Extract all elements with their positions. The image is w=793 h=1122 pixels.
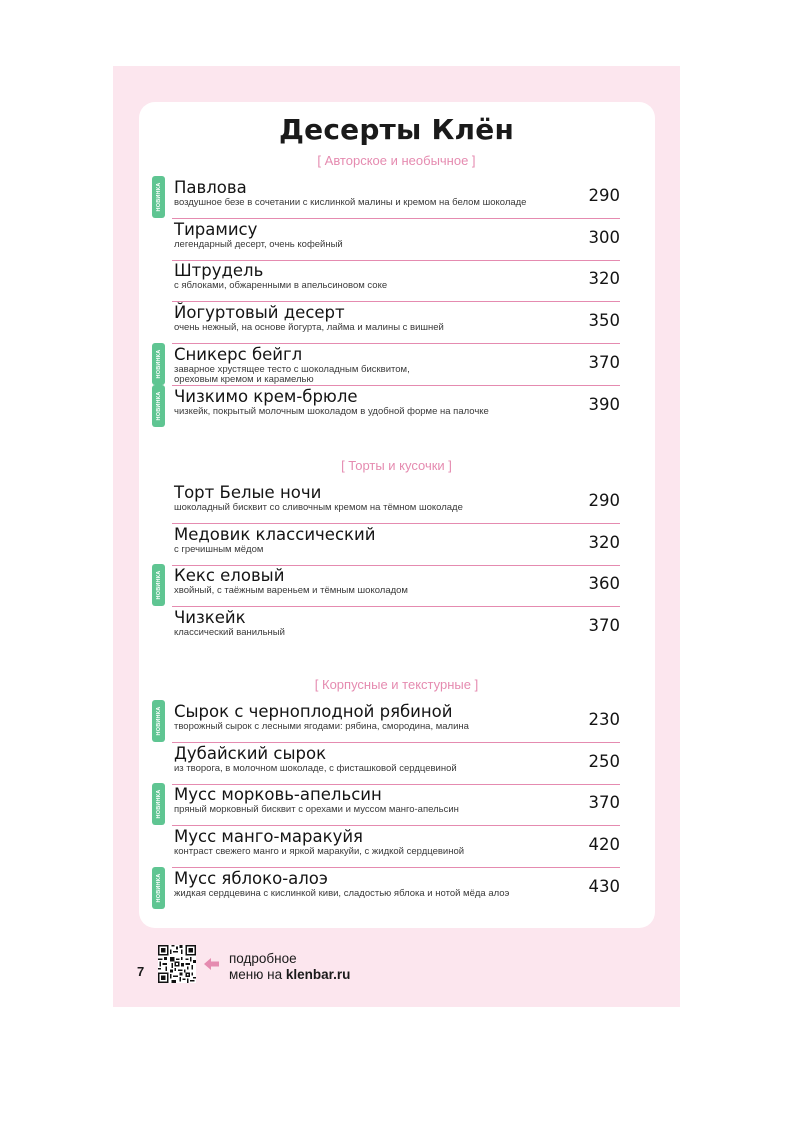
item-price: 230 xyxy=(588,710,620,729)
item-description: пряный морковный бисквит с орехами и муссом манго-апельсин xyxy=(174,804,459,816)
item-description: классический ванильный xyxy=(174,627,285,639)
item-price: 370 xyxy=(588,352,620,372)
item-name: Медовик классический xyxy=(174,524,376,544)
footer-line1: подробное xyxy=(229,951,297,966)
new-badge xyxy=(152,783,165,825)
item-description: из творога, в молочном шоколаде, с фисташковой сердцевиной xyxy=(174,762,457,774)
qr-code-icon[interactable] xyxy=(158,945,196,983)
item-name: Мусс манго-маракуйя xyxy=(174,827,363,847)
page-title: Десерты Клён xyxy=(279,113,514,146)
item-name: Мусс яблоко-алоэ xyxy=(174,868,328,888)
item-description: контраст свежего манго и яркой маракуйи, с жидкой сердцевиной xyxy=(174,846,465,858)
item-name: Йогуртовый десерт xyxy=(174,303,345,323)
item-description: с гречишным мёдом xyxy=(174,543,264,555)
new-badge-label: НОВИНКА xyxy=(155,706,162,736)
item-price: 290 xyxy=(588,186,620,205)
menu-item xyxy=(172,564,620,607)
footer-line2-prefix: меню на xyxy=(229,967,286,982)
menu-item xyxy=(172,606,620,648)
item-name: Сырок с черноплодной рябиной xyxy=(174,702,453,721)
item-description: жидкая сердцевина с кислинкой киви, сладостью яблока и нотой мёда алоэ xyxy=(174,887,510,899)
item-description: воздушное безе в сочетании с кислинкой малины и кремом на белом шоколаде xyxy=(174,197,527,208)
new-badge-label: НОВИНКА xyxy=(155,349,162,379)
item-name: Тирамису xyxy=(174,219,258,239)
item-price: 350 xyxy=(588,311,620,331)
item-name: Штрудель xyxy=(174,261,264,281)
item-price: 390 xyxy=(588,394,620,414)
menu-item xyxy=(172,176,620,219)
section-title: [ Торты и кусочки ] xyxy=(341,458,452,473)
menu-item xyxy=(172,385,620,427)
item-price: 370 xyxy=(588,793,620,813)
item-price: 370 xyxy=(588,616,620,636)
menu-item xyxy=(172,218,620,261)
item-description: легендарный десерт, очень кофейный xyxy=(174,238,343,250)
item-name: Сникерс бейгл xyxy=(174,344,303,364)
website-link[interactable]: klenbar.ru xyxy=(285,967,351,982)
item-price: 430 xyxy=(588,876,620,896)
new-badge xyxy=(152,176,165,218)
item-price: 320 xyxy=(588,532,620,552)
item-price: 360 xyxy=(588,574,620,594)
new-badge-label: НОВИНКА xyxy=(155,391,162,420)
section-title: [ Корпусные и текстурные ] xyxy=(314,677,479,692)
menu-item xyxy=(172,343,620,386)
menu-item xyxy=(172,783,620,826)
item-name: Павлова xyxy=(174,178,247,197)
item-price: 320 xyxy=(588,269,620,289)
item-name: Кекс еловый xyxy=(174,566,285,586)
menu-item xyxy=(172,742,620,785)
item-description: с яблоками, обжаренными в апельсиновом соке xyxy=(174,280,388,292)
menu-item xyxy=(172,700,620,743)
item-name: Дубайский сырок xyxy=(174,743,327,763)
new-badge xyxy=(152,867,165,909)
item-description: шоколадный бисквит со сливочным кремом на тёмном шоколаде xyxy=(174,502,463,513)
menu-item xyxy=(172,259,620,302)
new-badge xyxy=(152,343,165,385)
menu-item xyxy=(172,825,620,868)
new-badge xyxy=(152,564,165,606)
item-price: 420 xyxy=(588,835,620,855)
item-description: очень нежный, на основе йогурта, лайма и малины с вишней xyxy=(174,322,444,334)
arrow-left-icon xyxy=(204,957,220,971)
menu-item xyxy=(172,867,620,909)
menu-item xyxy=(172,523,620,566)
menu-item xyxy=(172,481,620,524)
item-price: 250 xyxy=(588,751,620,771)
item-description: хвойный, с таёжным вареньем и тёмным шоколадом xyxy=(174,585,408,597)
new-badge-label: НОВИНКА xyxy=(155,789,162,819)
item-description: чизкейк, покрытый молочным шоколадом в удобной форме на палочке xyxy=(174,405,489,417)
footer-line2 xyxy=(229,967,350,983)
item-price: 290 xyxy=(588,491,620,510)
new-badge-label: НОВИНКА xyxy=(155,570,162,600)
new-badge xyxy=(152,385,165,427)
item-description: творожный сырок с лесными ягодами: рябина, смородина, малина xyxy=(174,721,469,732)
item-name: Торт Белые ночи xyxy=(174,483,322,502)
item-name: Мусс морковь-апельсин xyxy=(174,785,382,805)
section-title: [ Авторское и необычное ] xyxy=(317,153,476,168)
item-description: заварное хрустящее тесто с шоколадным бисквитом, ореховым кремом и карамелью xyxy=(174,363,410,385)
item-name: Чизкимо крем-брюле xyxy=(174,386,358,406)
new-badge-label: НОВИНКА xyxy=(155,182,162,212)
new-badge xyxy=(152,700,165,742)
menu-item xyxy=(172,301,620,344)
footer-link-text xyxy=(229,951,350,983)
page-number: 7 xyxy=(137,964,145,979)
new-badge-label: НОВИНКА xyxy=(155,873,162,903)
item-price: 300 xyxy=(588,227,620,247)
item-name: Чизкейк xyxy=(174,608,246,628)
